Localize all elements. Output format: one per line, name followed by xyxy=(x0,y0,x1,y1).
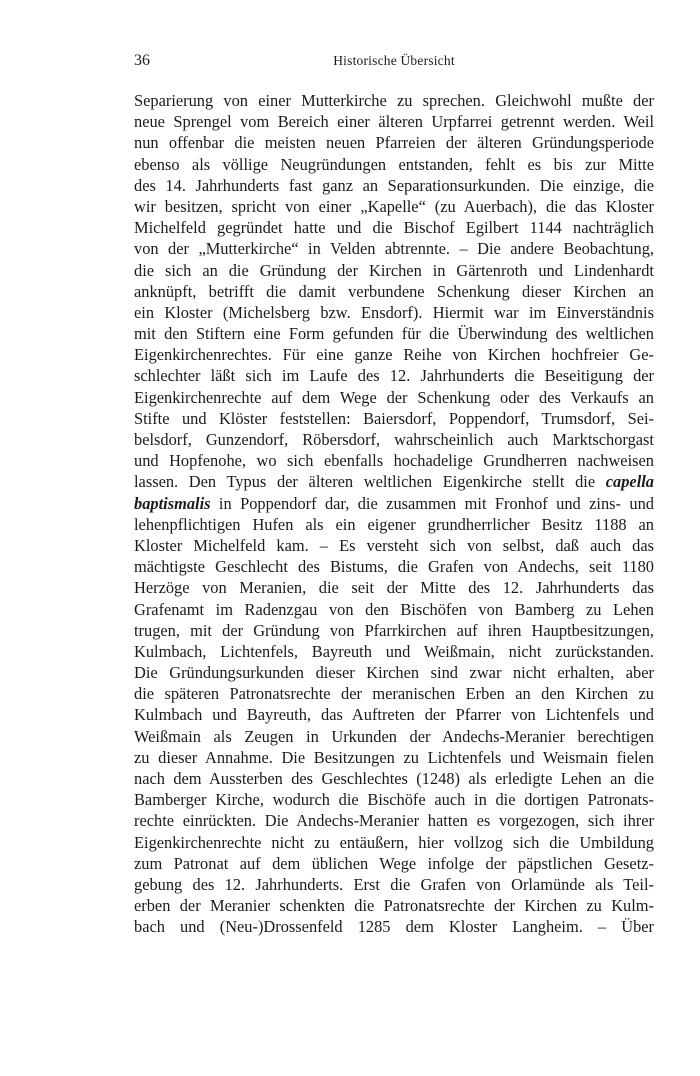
text-segment: Grafenamt im Radenzgau von den Bischöfen von Bamberg zu Lehen xyxy=(134,599,654,619)
text-segment: ebenso als völlige Neugründungen entstanden, fehlt es bis zur Mitte xyxy=(134,154,654,174)
text-segment: Separierung von einer Mutterkirche zu sprechen. Gleichwohl mußte der xyxy=(134,91,654,110)
text-segment: nun offenbar die meisten neuen Pfarreien der älteren Gründungsperiode xyxy=(134,133,654,153)
text-segment: Stifte und Klöster feststellen: Baiersdorf, Poppendorf, Trumsdorf, Sei- xyxy=(134,408,654,428)
page-header xyxy=(134,52,654,72)
text-line xyxy=(134,874,654,895)
text-segment: die späteren Patronatsrechte der meranischen Erben an den Kirchen zu xyxy=(134,684,654,704)
text-segment: Eigenkirchenrechte auf dem Wege der Schenkung oder des Verkaufs an xyxy=(134,387,654,407)
text-segment: rechte einrückten. Die Andechs-Meranier hatten es vorgezogen, sich ihrer xyxy=(134,811,654,831)
text-line xyxy=(134,365,654,386)
text-line xyxy=(134,620,654,641)
text-line xyxy=(134,387,654,408)
text-segment: Herzöge von Meranien, die seit der Mitte des 12. Jahrhunderts das xyxy=(134,578,654,598)
text-segment: nach dem Aussterben des Geschlechtes (1248) als erledigte Lehen an die xyxy=(134,769,654,788)
text-segment: belsdorf, Gunzendorf, Röbersdorf, wahrscheinlich auch Marktschorgast xyxy=(134,430,654,449)
text-segment: anknüpft, betrifft die damit verbundene Schenkung dieser Kirchen an xyxy=(134,281,654,301)
text-segment: die sich an die Gründung der Kirchen in Gärtenroth und Lindenhardt xyxy=(134,260,654,280)
text-line xyxy=(134,726,654,747)
text-line xyxy=(134,175,654,196)
text-line xyxy=(134,577,654,598)
text-line xyxy=(134,556,654,577)
text-line xyxy=(134,281,654,302)
text-line xyxy=(134,196,654,217)
text-segment: bach und (Neu-)Drossenfeld 1285 dem Kloster Langheim. – Über xyxy=(134,917,654,937)
text-line xyxy=(134,641,654,662)
text-line xyxy=(134,471,654,492)
text-line xyxy=(134,662,654,683)
text-segment: zu dieser Annahme. Die Besitzungen zu Lichtenfels und Weismain fielen xyxy=(134,747,654,767)
text-line xyxy=(134,514,654,535)
text-line xyxy=(134,217,654,238)
text-line xyxy=(134,853,654,874)
text-line xyxy=(134,408,654,429)
text-line xyxy=(134,238,654,259)
text-segment: Kloster Michelfeld kam. – Es versteht sich von selbst, daß auch das xyxy=(134,535,654,555)
text-line xyxy=(134,429,654,450)
text-line xyxy=(134,111,654,132)
text-line xyxy=(134,895,654,916)
text-line xyxy=(134,747,654,768)
text-line xyxy=(134,90,654,111)
text-line xyxy=(134,832,654,853)
text-segment: Michelfeld gegründet hatte und die Bischof Egilbert 1144 nachträglich xyxy=(134,218,654,238)
text-line xyxy=(134,768,654,789)
text-line xyxy=(134,302,654,323)
text-segment: mit den Stiftern eine Form gefunden für die Überwindung des weltlichen xyxy=(134,324,654,344)
text-segment: neue Sprengel vom Bereich einer älteren Urpfarrei getrennt werden. Weil xyxy=(134,112,654,132)
text-line xyxy=(134,789,654,810)
text-segment: lehenpflichtigen Hufen als ein eigener grundherrlicher Besitz 1188 an xyxy=(134,514,654,534)
text-segment: Kulmbach und Bayreuth, das Auftreten der Pfarrer von Lichtenfels und xyxy=(134,705,654,725)
emphasized-term: capella xyxy=(605,472,654,492)
text-line xyxy=(134,916,654,937)
text-line xyxy=(134,810,654,831)
text-segment: erben der Meranier schenkten die Patronatsrechte der Kirchen zu Kulm- xyxy=(134,896,654,916)
text-segment: zum Patronat auf dem üblichen Wege infolge der päpstlichen Gesetz- xyxy=(134,853,654,873)
text-segment: in Poppendorf dar, die zusammen mit Fronhof und zins- und xyxy=(210,493,654,513)
text-line xyxy=(134,704,654,725)
text-line xyxy=(134,493,654,514)
text-segment: von der „Mutterkirche“ in Velden abtrennte. – Die andere Beobachtung, xyxy=(134,239,654,259)
body-text xyxy=(134,90,654,938)
text-segment: mächtigste Geschlecht des Bistums, die Grafen von Andechs, seit 1180 xyxy=(134,557,654,577)
text-segment: Eigenkirchenrechte nicht zu entäußern, hier vollzog sich die Umbildung xyxy=(134,832,654,852)
text-line xyxy=(134,344,654,365)
emphasized-term: baptismalis xyxy=(134,493,211,513)
text-segment: Bamberger Kirche, wodurch die Bischöfe auch in die dortigen Patronats- xyxy=(134,790,654,810)
text-segment: lassen. Den Typus der älteren weltlichen Eigenkirche stellt die xyxy=(134,472,606,492)
text-segment: des 14. Jahrhunderts fast ganz an Separationsurkunden. Die einzige, die xyxy=(134,175,654,195)
text-segment: gebung des 12. Jahrhunderts. Erst die Grafen von Orlamünde als Teil- xyxy=(134,874,654,894)
text-line xyxy=(134,323,654,344)
text-segment: und Hopfenohe, wo sich ebenfalls hochadelige Grundherren nachweisen xyxy=(134,451,654,471)
text-segment: schlechter läßt sich im Laufe des 12. Jahrhunderts die Beseitigung der xyxy=(134,366,654,386)
text-segment: Kulmbach, Lichtenfels, Bayreuth und Weißmain, nicht zurückstanden. xyxy=(134,641,654,661)
text-segment: ein Kloster (Michelsberg bzw. Ensdorf). Hiermit war im Einverständnis xyxy=(134,302,654,322)
text-line xyxy=(134,154,654,175)
text-line xyxy=(134,535,654,556)
text-segment: wir besitzen, spricht von einer „Kapelle“ (zu Auerbach), die das Kloster xyxy=(134,196,654,216)
running-head: Historische Übersicht xyxy=(333,53,455,68)
text-segment: trugen, mit der Gründung von Pfarrkirchen auf ihren Hauptbesitzungen, xyxy=(134,620,654,640)
text-segment: Eigenkirchenrechtes. Für eine ganze Reihe von Kirchen hochfreier Ge- xyxy=(134,345,654,365)
text-segment: Weißmain als Zeugen in Urkunden der Andechs-Meranier berechtigen xyxy=(134,726,654,746)
page-number: 36 xyxy=(134,52,150,69)
text-line xyxy=(134,599,654,620)
text-line xyxy=(134,260,654,281)
text-line xyxy=(134,132,654,153)
text-line xyxy=(134,683,654,704)
text-segment: Die Gründungsurkunden dieser Kirchen sind zwar nicht erhalten, aber xyxy=(134,663,654,683)
text-line xyxy=(134,450,654,471)
